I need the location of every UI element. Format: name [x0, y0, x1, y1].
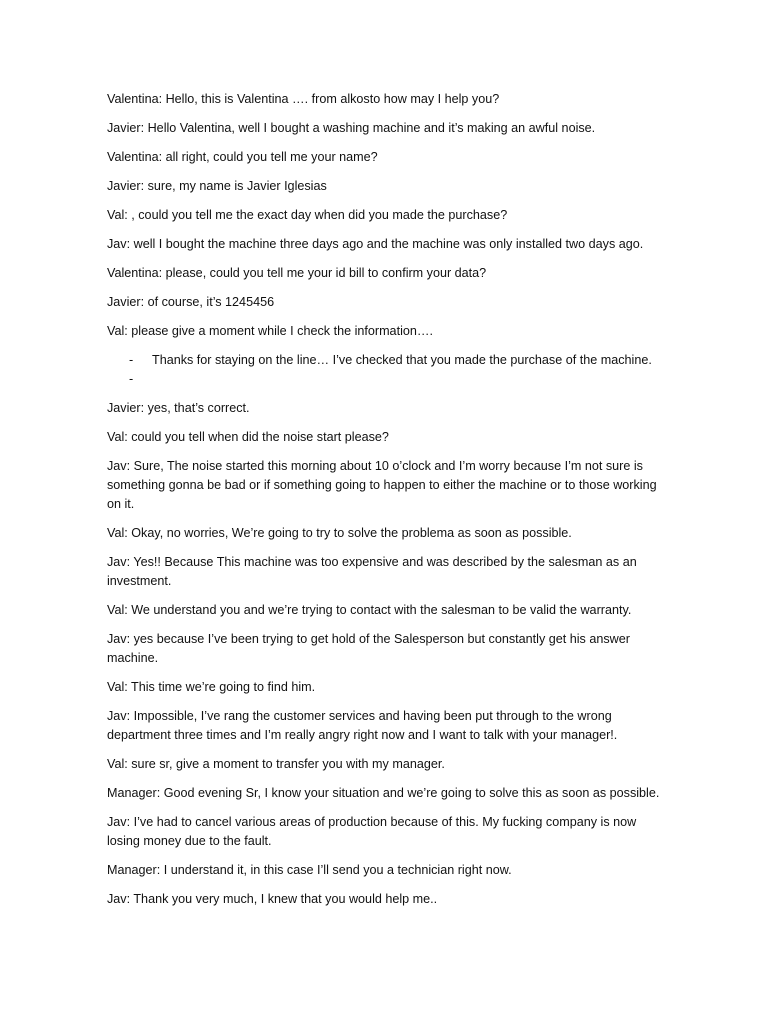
dialogue-line: Jav: Thank you very much, I knew that you would help me..: [107, 892, 438, 906]
bullet-dash: -: [129, 372, 134, 386]
dialogue-text: [107, 90, 667, 919]
dialogue-line: Valentina: please, could you tell me your id bill to confirm your data?: [107, 266, 487, 280]
bullet-list: [107, 351, 667, 389]
dialogue-line: Val: sure sr, give a moment to transfer you with my manager.: [107, 757, 445, 771]
dialogue-line: Manager: I understand it, in this case I’ll send you a technician right now.: [107, 863, 512, 877]
dialogue-line: Valentina: all right, could you tell me your name?: [107, 150, 378, 164]
dialogue-line: Jav: well I bought the machine three days ago and the machine was only installed two days ago.: [107, 237, 644, 251]
dialogue-line: Manager: Good evening Sr, I know your situation and we’re going to solve this as soon as possible.: [107, 786, 660, 800]
dialogue-line: Jav: Impossible, I’ve rang the customer services and having been put through to the wrong department three times and I’m really angry right now and I want to talk with your manager!.: [107, 709, 618, 742]
bullet-item: [107, 351, 667, 370]
dialogue-line: Val: Okay, no worries, We’re going to try to solve the problema as soon as possible.: [107, 526, 572, 540]
dialogue-line: Valentina: Hello, this is Valentina …. from alkosto how may I help you?: [107, 92, 500, 106]
dialogue-line: Val: This time we’re going to find him.: [107, 680, 316, 694]
dialogue-line: Jav: Yes!! Because This machine was too expensive and was described by the salesman as an investment.: [107, 555, 637, 588]
dialogue-line: Jav: yes because I’ve been trying to get hold of the Salesperson but constantly get his answer machine.: [107, 632, 630, 665]
dialogue-line: Javier: of course, it’s 1245456: [107, 295, 275, 309]
dialogue-line: Val: could you tell when did the noise start please?: [107, 430, 389, 444]
bullet-text: Thanks for staying on the line… I’ve checked that you made the purchase of the machine.: [152, 353, 652, 367]
dialogue-line: Javier: yes, that’s correct.: [107, 401, 250, 415]
dialogue-line: Javier: Hello Valentina, well I bought a washing machine and it’s making an awful noise.: [107, 121, 596, 135]
bullet-dash: -: [129, 353, 134, 367]
dialogue-line: Val: We understand you and we’re trying to contact with the salesman to be valid the warranty.: [107, 603, 632, 617]
dialogue-line: Val: please give a moment while I check the information….: [107, 324, 433, 338]
bullet-item: [107, 370, 667, 389]
dialogue-line: Javier: sure, my name is Javier Iglesias: [107, 179, 327, 193]
dialogue-line: Jav: I’ve had to cancel various areas of production because of this. My fucking company is now losing money due to the fault.: [107, 815, 637, 848]
dialogue-line: Val: , could you tell me the exact day when did you made the purchase?: [107, 208, 508, 222]
dialogue-line: Jav: Sure, The noise started this morning about 10 o’clock and I’m worry because I’m not sure is something gonna be bad or if something going to happen to either the machine or to those working on it.: [107, 459, 657, 511]
